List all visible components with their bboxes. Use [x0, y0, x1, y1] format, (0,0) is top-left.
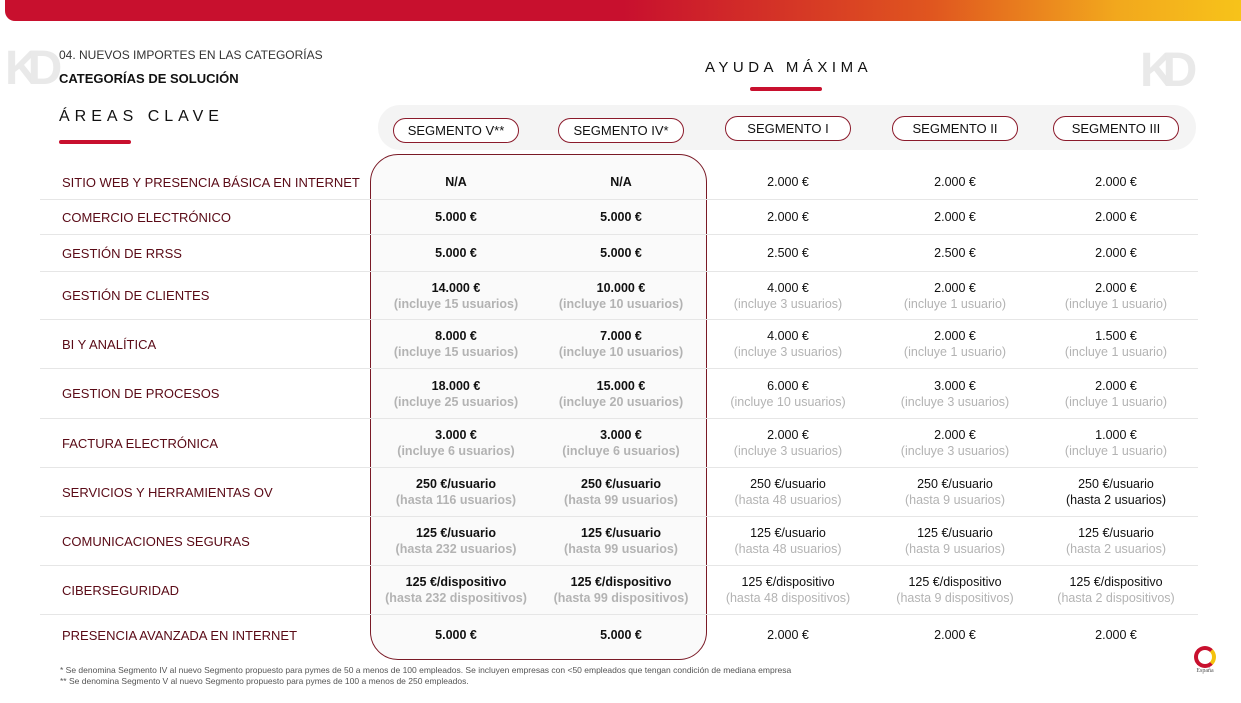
amount: 2.000 €	[934, 210, 976, 224]
value-cell	[870, 525, 1040, 557]
value-cell	[536, 427, 706, 459]
value-cell	[371, 328, 541, 360]
amount: 18.000 €	[431, 378, 481, 393]
amount-note: (incluye 6 usuarios)	[562, 444, 680, 458]
amount: 2.000 €	[1095, 246, 1137, 260]
value-cell	[870, 280, 1040, 312]
amount-note: (incluye 10 usuarios)	[558, 345, 684, 359]
table-row	[40, 320, 1198, 369]
value-cell	[870, 378, 1040, 410]
segment-header-1: SEGMENTO IV*	[558, 118, 684, 143]
amount-note: (incluye 6 usuarios)	[397, 444, 515, 458]
amount-note: (hasta 9 usuarios)	[904, 542, 1006, 556]
amount-note: (hasta 232 usuarios)	[395, 542, 517, 556]
ayuda-heading: AYUDA MÁXIMA	[705, 59, 873, 76]
value-cell	[536, 476, 706, 508]
value-cell	[703, 280, 873, 312]
amount-note: (incluye 3 usuarios)	[900, 394, 1010, 409]
amount: 2.000 €	[934, 329, 976, 343]
amount: 2.000 €	[934, 280, 976, 295]
segment-header-2: SEGMENTO I	[725, 116, 851, 141]
value-cell	[371, 280, 541, 312]
value-cell	[703, 245, 873, 261]
amount-note: (hasta 2 dispositivos)	[1057, 591, 1175, 605]
value-cell	[1031, 328, 1201, 360]
amount-note: (incluye 1 usuario)	[1064, 345, 1168, 359]
amount: 250 €/usuario	[1078, 477, 1154, 491]
value-cell	[371, 245, 541, 261]
amount-note: (incluye 15 usuarios)	[393, 296, 519, 311]
table-row	[40, 200, 1198, 235]
amount: 250 €/usuario	[416, 477, 496, 491]
amount-note: (hasta 232 dispositivos)	[385, 591, 527, 605]
segment-header-4: SEGMENTO III	[1053, 116, 1179, 141]
value-cell	[703, 174, 873, 190]
value-cell	[536, 245, 706, 261]
top-gradient-bar	[5, 0, 1241, 21]
value-cell	[536, 378, 706, 410]
amount: 5.000 €	[435, 246, 477, 260]
amount-note: (incluye 10 usuarios)	[730, 394, 846, 409]
amount: 5.000 €	[600, 246, 642, 260]
value-cell	[703, 574, 873, 606]
amount: 5.000 €	[600, 628, 642, 642]
table-row	[40, 566, 1198, 615]
amount: 4.000 €	[767, 329, 809, 343]
amount: 125 €/usuario	[416, 526, 496, 540]
amount: 1.000 €	[1095, 428, 1137, 442]
value-cell	[703, 378, 873, 410]
amount: 125 €/usuario	[750, 526, 826, 540]
amount-note: (incluye 1 usuario)	[903, 345, 1007, 359]
row-label: COMUNICACIONES SEGURAS	[62, 533, 250, 549]
table-row	[40, 419, 1198, 468]
value-cell	[870, 209, 1040, 225]
amount: 3.000 €	[600, 428, 642, 442]
value-cell	[870, 574, 1040, 606]
value-cell	[371, 174, 541, 190]
amount-note: (hasta 9 dispositivos)	[896, 591, 1014, 605]
amount: 7.000 €	[600, 329, 642, 343]
value-cell	[371, 574, 541, 606]
value-cell	[870, 476, 1040, 508]
value-cell	[536, 209, 706, 225]
amount: 125 €/usuario	[1078, 526, 1154, 540]
value-cell	[1031, 280, 1201, 312]
amount-note: (incluye 1 usuario)	[1064, 296, 1168, 311]
amount: 125 €/dispositivo	[741, 575, 835, 589]
amount-note: (incluye 1 usuario)	[903, 296, 1007, 311]
amount: 125 €/dispositivo	[908, 575, 1002, 589]
footnote-2: ** Se denomina Segmento V al nuevo Segmento propuesto para pymes de 100 a menos de 250 empleados.	[60, 676, 469, 686]
value-cell	[371, 427, 541, 459]
value-cell	[371, 209, 541, 225]
value-cell	[536, 574, 706, 606]
row-label: GESTIÓN DE RRSS	[62, 245, 182, 261]
value-cell	[703, 328, 873, 360]
amount: 125 €/usuario	[581, 526, 661, 540]
value-cell	[1031, 476, 1201, 508]
amount: 2.000 €	[1095, 175, 1137, 189]
amount-note: (hasta 99 dispositivos)	[553, 591, 689, 605]
amount: 125 €/dispositivo	[1069, 575, 1163, 589]
amount-note: (incluye 25 usuarios)	[393, 394, 519, 409]
amount: 250 €/usuario	[581, 477, 661, 491]
amount: 4.000 €	[767, 280, 809, 295]
amount: 2.000 €	[1095, 210, 1137, 224]
espana-logo: España	[1194, 646, 1216, 674]
amount-note: (hasta 48 dispositivos)	[725, 591, 851, 605]
amount-note: (incluye 20 usuarios)	[558, 394, 684, 409]
kit-digital-logo-right: KD	[1140, 44, 1186, 97]
value-cell	[703, 525, 873, 557]
table-row	[40, 369, 1198, 419]
amount-note: (incluye 3 usuarios)	[733, 444, 843, 458]
table-row	[40, 468, 1198, 517]
amount-note: (hasta 48 usuarios)	[734, 493, 842, 507]
amount: 125 €/dispositivo	[570, 575, 672, 589]
amount: 5.000 €	[600, 210, 642, 224]
amount: N/A	[610, 175, 632, 189]
value-cell	[1031, 245, 1201, 261]
amount-note: (incluye 1 usuario)	[1064, 394, 1168, 409]
segment-header-0: SEGMENTO V**	[393, 118, 519, 143]
row-label: COMERCIO ELECTRÓNICO	[62, 209, 232, 225]
amount: 3.000 €	[435, 428, 477, 442]
amount-note: (hasta 2 usuarios)	[1065, 542, 1167, 556]
amount-note: (hasta 99 usuarios)	[564, 542, 678, 556]
amount: 2.000 €	[934, 428, 976, 442]
value-cell	[371, 627, 541, 643]
ayuda-underline	[750, 87, 822, 91]
amount: 8.000 €	[435, 329, 477, 343]
value-cell	[536, 280, 706, 312]
amount: 2.000 €	[1095, 628, 1137, 642]
amount: 5.000 €	[435, 210, 477, 224]
amount: 250 €/usuario	[750, 477, 826, 491]
footnote-1: * Se denomina Segmento IV al nuevo Segmento propuesto para pymes de 50 a menos de 100 empleados. Se incluyen empresas con <50 empleados que tengan condición de mediana empresa	[60, 665, 792, 675]
amount-note: (hasta 116 usuarios)	[395, 493, 517, 507]
amount: 6.000 €	[767, 378, 809, 393]
areas-underline	[59, 140, 131, 144]
value-cell	[703, 476, 873, 508]
amount-note: (incluye 3 usuarios)	[733, 345, 843, 359]
segment-header-3: SEGMENTO II	[892, 116, 1018, 141]
row-label: PRESENCIA AVANZADA EN INTERNET	[62, 627, 298, 643]
amount: 2.000 €	[934, 628, 976, 642]
value-cell	[1031, 525, 1201, 557]
amount: 125 €/usuario	[917, 526, 993, 540]
row-label: SERVICIOS Y HERRAMIENTAS OV	[62, 484, 273, 500]
amount: 2.000 €	[1095, 378, 1137, 393]
row-label: FACTURA ELECTRÓNICA	[62, 435, 219, 451]
amount: 3.000 €	[934, 378, 976, 393]
amount-note: (incluye 15 usuarios)	[393, 345, 519, 359]
page-title: CATEGORÍAS DE SOLUCIÓN	[59, 71, 239, 86]
amount: 2.000 €	[1095, 280, 1137, 295]
amount: 14.000 €	[431, 280, 481, 295]
row-label: BI Y ANALÍTICA	[62, 336, 157, 352]
value-cell	[870, 245, 1040, 261]
amount: 2.000 €	[767, 175, 809, 189]
amount: 2.000 €	[767, 210, 809, 224]
row-label: CIBERSEGURIDAD	[62, 582, 180, 598]
amount: N/A	[445, 175, 467, 189]
table-row	[40, 517, 1198, 566]
amount-note: (incluye 10 usuarios)	[558, 296, 684, 311]
amount: 5.000 €	[435, 628, 477, 642]
value-cell	[1031, 174, 1201, 190]
value-cell	[870, 328, 1040, 360]
amount-note: (hasta 2 usuarios)	[1065, 493, 1167, 507]
amount-note: (hasta 99 usuarios)	[564, 493, 678, 507]
value-cell	[870, 174, 1040, 190]
value-cell	[536, 174, 706, 190]
amount-note: (incluye 3 usuarios)	[900, 444, 1010, 458]
amount: 15.000 €	[596, 378, 646, 393]
value-cell	[1031, 209, 1201, 225]
row-label: GESTION DE PROCESOS	[62, 386, 220, 401]
value-cell	[536, 627, 706, 643]
table-row	[40, 615, 1198, 655]
value-cell	[1031, 574, 1201, 606]
amount: 10.000 €	[596, 280, 646, 295]
value-cell	[371, 525, 541, 557]
amount-note: (incluye 1 usuario)	[1064, 444, 1168, 458]
amount: 2.500 €	[767, 246, 809, 260]
amount-note: (incluye 3 usuarios)	[733, 296, 843, 311]
kit-digital-logo-left: KD	[5, 42, 51, 95]
value-cell	[870, 427, 1040, 459]
amount-note: (hasta 48 usuarios)	[734, 542, 842, 556]
amount: 1.500 €	[1095, 329, 1137, 343]
table-row	[40, 235, 1198, 272]
value-cell	[1031, 427, 1201, 459]
value-cell	[371, 378, 541, 410]
amount: 2.000 €	[767, 628, 809, 642]
value-cell	[536, 525, 706, 557]
value-cell	[703, 627, 873, 643]
value-cell	[1031, 627, 1201, 643]
value-cell	[536, 328, 706, 360]
value-cell	[371, 476, 541, 508]
table-row	[40, 272, 1198, 320]
row-label: SITIO WEB Y PRESENCIA BÁSICA EN INTERNET	[62, 174, 360, 190]
amount-note: (hasta 9 usuarios)	[904, 493, 1006, 507]
amount: 125 €/dispositivo	[405, 575, 507, 589]
row-label: GESTIÓN DE CLIENTES	[62, 288, 210, 303]
areas-heading: ÁREAS CLAVE	[59, 108, 224, 125]
value-cell	[703, 427, 873, 459]
amount: 2.500 €	[934, 246, 976, 260]
amount: 250 €/usuario	[917, 477, 993, 491]
value-cell	[870, 627, 1040, 643]
table-row	[40, 165, 1198, 200]
amount: 2.000 €	[767, 428, 809, 442]
value-cell	[1031, 378, 1201, 410]
value-cell	[703, 209, 873, 225]
amount: 2.000 €	[934, 175, 976, 189]
section-label: 04. NUEVOS IMPORTES EN LAS CATEGORÍAS	[59, 48, 323, 62]
